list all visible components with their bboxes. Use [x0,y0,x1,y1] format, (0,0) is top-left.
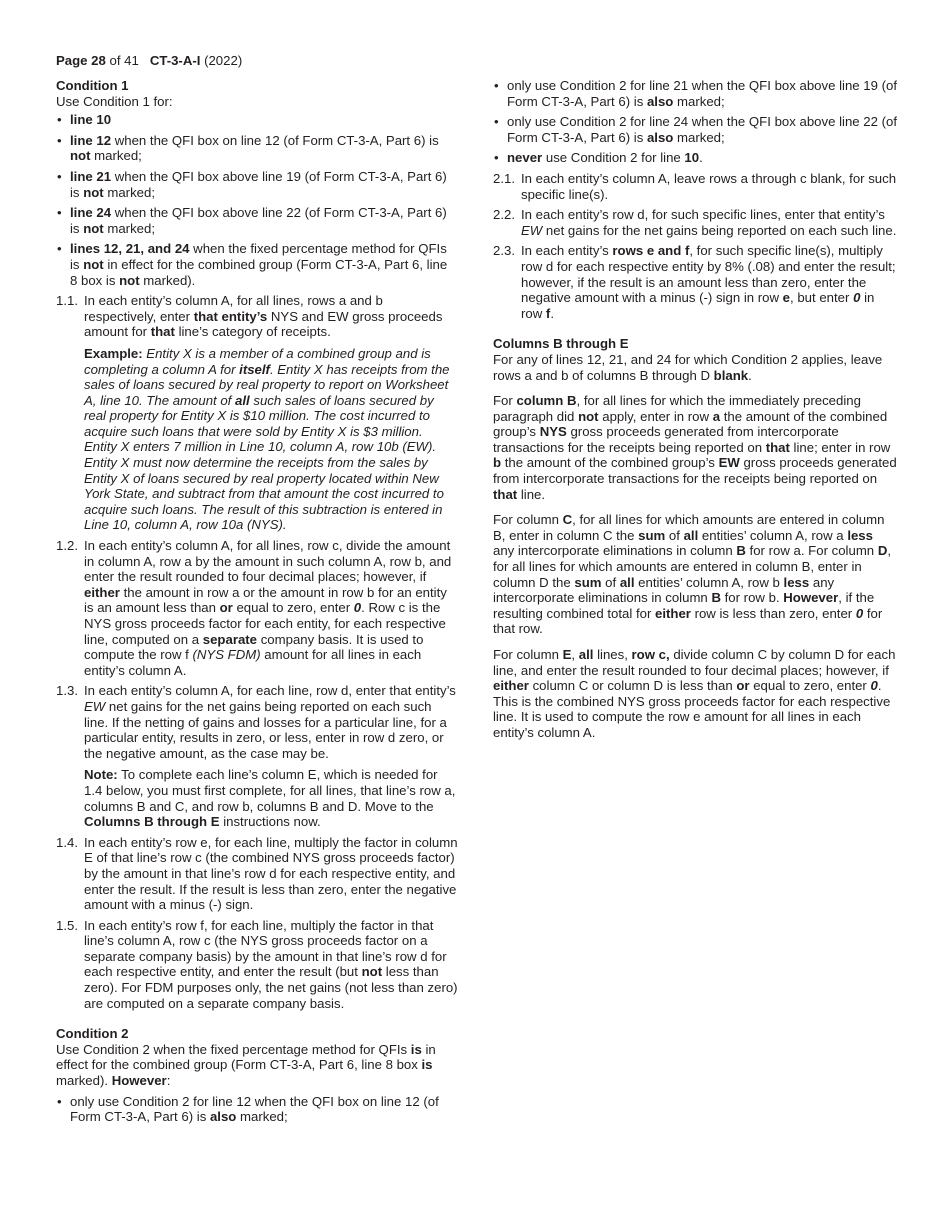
text: , but enter [790,290,854,306]
bold-text: a [712,408,721,424]
text: of [665,527,684,543]
text: any intercorporate eliminations in column [493,543,737,559]
text: For column [493,512,563,528]
bold-text: not [578,408,599,424]
bold-text: either [493,678,529,694]
text: In each entity’s row e, for each line, multiply the factor in column E of that line’s row c (the combined NYS gross proceeds factor) by the amount in that line’s row d for each respective entity, and enter the result. If the result is less than zero, enter the negative amount with a minus (-) sign. [84,834,458,913]
bold-text: itself [239,361,270,377]
step-number: 2.1. [493,170,515,186]
bold-text: not [70,148,91,164]
zero-value: 0 [855,605,864,621]
step-number: 1.5. [56,917,78,933]
bold-text: However [783,590,839,606]
note-block [56,767,458,829]
list-item [56,169,458,200]
list-item [56,133,458,164]
bold-text: blank [713,367,749,383]
text: . [699,150,703,166]
bold-text: not [361,964,383,980]
text: when the fixed percentage method for QFIs is [70,241,447,272]
bold-text: line 12 [70,132,112,148]
text: For any of lines 12, 21, and 24 for which Condition 2 applies, leave rows a and b of columns B through D [493,351,883,383]
list-item [493,78,897,109]
bold-text: that [150,324,175,340]
condition-2-intro [56,1042,458,1089]
condition-2-heading: Condition 2 [56,1026,129,1042]
bold-text: Columns B through E [84,814,220,830]
text: line’s category of receipts. [174,324,331,340]
text: net gains for the net gains being reported on each such line. If the netting of gains and losses for a particular line, for a particular entity, results in zero, or less, enter in row d zero, or the negative amount, as the case may be. [84,698,447,761]
example-block [56,346,458,533]
bold-text: either [84,584,120,600]
text: marked; [103,220,156,236]
text: equal to zero, enter [749,678,871,694]
text: lines, [593,647,632,662]
step-number: 1.2. [56,538,78,554]
bold-text: f [545,305,551,321]
bold-text: either [655,605,691,621]
bold-text: line 21 [70,168,112,184]
columns-b-through-e-heading: Columns B through E [493,336,629,352]
text: gross proceeds generated from intercorporate transactions for the receipts being reported on [493,455,897,487]
list-item [56,205,458,236]
text: in effect for the combined group (Form CT-3-A, Part 6, line 8 box [56,1041,436,1073]
step-number: 1.1. [56,293,78,309]
condition-2-list [56,1094,458,1125]
italic-text: (NYS FDM) [192,647,261,663]
text: line; enter in row [789,439,891,455]
text: In each entity’s [521,243,613,259]
text: , [571,647,579,662]
example-label: Example: [84,345,143,361]
bold-text: 10 [684,150,700,166]
list-item [56,241,458,288]
text: For column [493,647,563,662]
text: marked; [90,148,142,164]
page-header [56,53,242,69]
bold-text: rows e and f [612,243,690,259]
text: In each entity’s column A, for each line, row d, enter that entity’s [84,683,456,699]
text: use Condition 2 for line [542,150,685,166]
list-item [493,150,897,166]
bold-text: not [119,272,140,288]
text: divide column C by column D for each line, and enter the result rounded to four decimal places; however, if [493,647,896,678]
text: marked; [673,93,725,109]
text: In each entity’s row f, for each line, multiply the factor in that line’s column A, row c (the NYS gross proceeds factor on a separate company basis) by the amount in that line’s row d for each respective entity, and enter the result (but [84,917,447,980]
bold-text: b [493,455,502,471]
text: the amount of the combined group’s [493,408,888,440]
text: . [748,367,752,383]
text: entities’ column A, row a [698,527,848,543]
bold-text: is [410,1041,422,1057]
right-column [493,78,897,741]
bold-text: EW [718,455,740,471]
bold-text: never [507,150,543,166]
bold-text: all [235,392,250,408]
step-number: 2.3. [493,243,515,259]
text: row is less than zero, enter [690,605,856,621]
text: of [601,574,620,590]
text: the amount of the combined group’s [501,455,719,471]
bold-text: NYS [539,424,567,440]
bold-text: also [646,129,674,145]
zero-value: 0 [353,600,362,616]
step-number: 1.4. [56,834,78,850]
text: the amount in row a or the amount in row b for an entity is an amount less than [84,584,447,616]
text: when the QFI box above line 19 (of Form CT-3-A, Part 6) is [70,168,447,200]
text: net gains for the net gains being reported on each such line. [542,222,897,238]
text: : [166,1073,171,1089]
text: . Entity X has receipts from the sales of loans secured by real property to report on Worksheet A, line 10. The amount of [84,361,450,408]
step-number: 2.2. [493,207,515,223]
text: gross proceeds generated from intercorporate transactions for the receipts being reported on [493,424,839,455]
text: marked; [236,1109,288,1125]
text: marked; [673,129,725,145]
text: In each entity’s column A, leave rows a through c blank, for such specific line(s). [521,170,897,202]
text: column C or column D is less than [528,678,737,694]
italic-text: EW [521,222,543,238]
bold-text: or [736,678,750,694]
condition-1-heading: Condition 1 [56,78,129,93]
paragraph-column-b [493,393,897,502]
text: only use Condition 2 for line 12 when the QFI box on line 12 (of Form CT-3-A, Part 6) is [70,1093,439,1125]
bold-text: row c, [631,647,670,662]
text: , for all lines for which amounts are entered in column B, enter in column C the [493,512,885,543]
page-of: of 41 [105,53,139,68]
text: For [493,393,517,409]
bold-text: C [562,512,573,528]
bold-text: that [493,486,518,502]
bold-text: e [782,290,791,306]
bold-text: E [562,647,572,662]
list-item [56,112,458,128]
bold-text: or [219,600,233,616]
step-1-2 [56,538,458,678]
bold-text: However [111,1073,167,1089]
text: when the QFI box above line 22 (of Form CT-3-A, Part 6) is [70,205,447,236]
bold-text: that entity’s [193,308,268,324]
paragraph-column-e [493,647,897,741]
bold-text: B [711,590,721,606]
text: for that row. [493,605,883,637]
bold-text: also [209,1109,237,1125]
text: , for such specific line(s), multiply row d for each respective entity by 8% (.08) and enter the result; however, if the result is an amount less than zero, enter the negative amount with a minus (-) sign in row [521,243,896,306]
text: instructions now. [219,814,321,830]
bold-text: all [683,527,699,543]
text: only use Condition 2 for line 21 when the QFI box above line 19 (of Form CT-3-A, Part 6) is [507,78,898,109]
bold-text: line 10 [70,112,112,128]
bold-text: line 24 [70,205,112,221]
bold-text: sum [638,527,666,543]
text: . Row c is the NYS gross proceeds factor for each entity, for each respective line, computed on a [84,600,446,647]
text: To complete each line’s column E, which is needed for 1.4 below, you must first complete, for all lines, that line’s row a, columns B and C, and row b, columns B and D. Move to the [84,767,456,814]
bold-text: all [619,574,635,590]
list-item [493,114,897,145]
form-year: (2022) [200,53,243,68]
text: less than zero). For FDM purposes only, the net gains (not less than zero) are computed on a separate company basis. [84,964,458,1011]
text: when the QFI box on line 12 (of Form CT-3-A, Part 6) is [111,132,439,148]
bold-text: sum [574,574,602,590]
text: such sales of loans secured by real property for Entity X is $10 million. The cost incurred to acquire such loans that were sold by Entity X is $3 million. Entity X enters 7 million in Line 10, column A, row 10b (EW). Entity X must now determine the receipts from the sales by Entity X of loans secured by real property located within New York State, and subtract from that amount the cost incurred to acquire such loans. The result of this subtraction is entered in Line 10, column A, row 10a (NYS). [84,392,444,533]
text: . [550,305,554,321]
bold-text: column B [516,393,577,409]
note-label: Note: [84,767,118,783]
text: marked). [139,272,196,288]
form-number: CT-3-A-I [149,53,201,68]
zero-value: 0 [870,678,878,694]
condition-2-list-continued [493,78,897,166]
left-column [56,78,458,1130]
text: Entity X is a member of a combined group and is completing a column A for [84,345,431,377]
bold-text: that [765,439,790,455]
text: in effect for the combined group (Form CT-3-A, Part 6, line 8 box is [70,256,448,288]
bold-text: not [83,256,104,272]
list-item [56,1094,458,1125]
text: Use Condition 2 when the fixed percentage method for QFIs [56,1041,411,1057]
bold-text: not [83,220,104,236]
condition-1-intro: Use Condition 1 for: [56,93,173,109]
text: , for all lines for which the immediately preceding paragraph did [493,393,861,424]
text: In each entity’s column A, for all lines, rows a and b respectively, enter [84,293,383,324]
text: in row [521,290,875,321]
text: , for all lines for which amounts are entered in column B, enter in column D the [493,543,892,590]
step-1-1 [56,293,458,340]
step-2-1 [493,171,897,202]
paragraph-blank-rows [493,352,897,383]
text: In each entity’s column A, for all lines, row c, divide the amount in column A, row a by the amount in such column A, row b, and enter the result rounded to four decimal places; however, if [84,538,452,585]
italic-text: EW [84,698,106,714]
text: entities’ column A, row b [634,574,784,590]
text: line. [517,486,546,502]
text: , if the resulting combined total for [493,590,875,621]
bold-text: not [83,184,104,200]
bold-text: also [646,93,674,109]
step-2-3 [493,243,897,321]
bold-text: lines 12, 21, and 24 [70,241,190,257]
text: NYS and EW gross proceeds amount for [84,308,443,340]
bold-text: less [783,574,810,590]
step-1-5 [56,918,458,1012]
bold-text: less [847,527,873,543]
text: In each entity’s row d, for such specific lines, enter that entity’s [521,207,885,223]
step-2-2 [493,207,897,238]
condition-1-list [56,112,458,288]
text: for row a. For column [745,543,878,559]
zero-value: 0 [853,290,861,306]
text: any intercorporate eliminations in column [493,574,835,606]
text: . This is the combined NYS gross proceeds factor for each respective line. It is used to compute the row e amount for all lines in each entity’s column A. [493,678,891,740]
bold-text: is [421,1057,433,1073]
page-label: Page 28 [56,53,106,68]
paragraph-columns-c-d [493,512,897,637]
text: marked). [56,1073,112,1089]
bold-text: B [736,543,746,559]
step-1-4 [56,835,458,913]
step-1-3 [56,683,458,761]
step-number: 1.3. [56,683,78,699]
bold-text: D [877,543,888,559]
bold-text: all [578,647,594,662]
text: equal to zero, enter [232,600,354,616]
text: for row b. [720,590,784,606]
text: marked; [103,184,156,200]
text: company basis. It is used to compute the row f [84,631,424,663]
text: only use Condition 2 for line 24 when the QFI box above line 22 (of Form CT-3-A, Part 6) is [507,114,898,145]
text: apply, enter in row [598,408,713,424]
text: amount for all lines in each entity’s column A. [84,647,422,678]
bold-text: separate [202,631,258,647]
